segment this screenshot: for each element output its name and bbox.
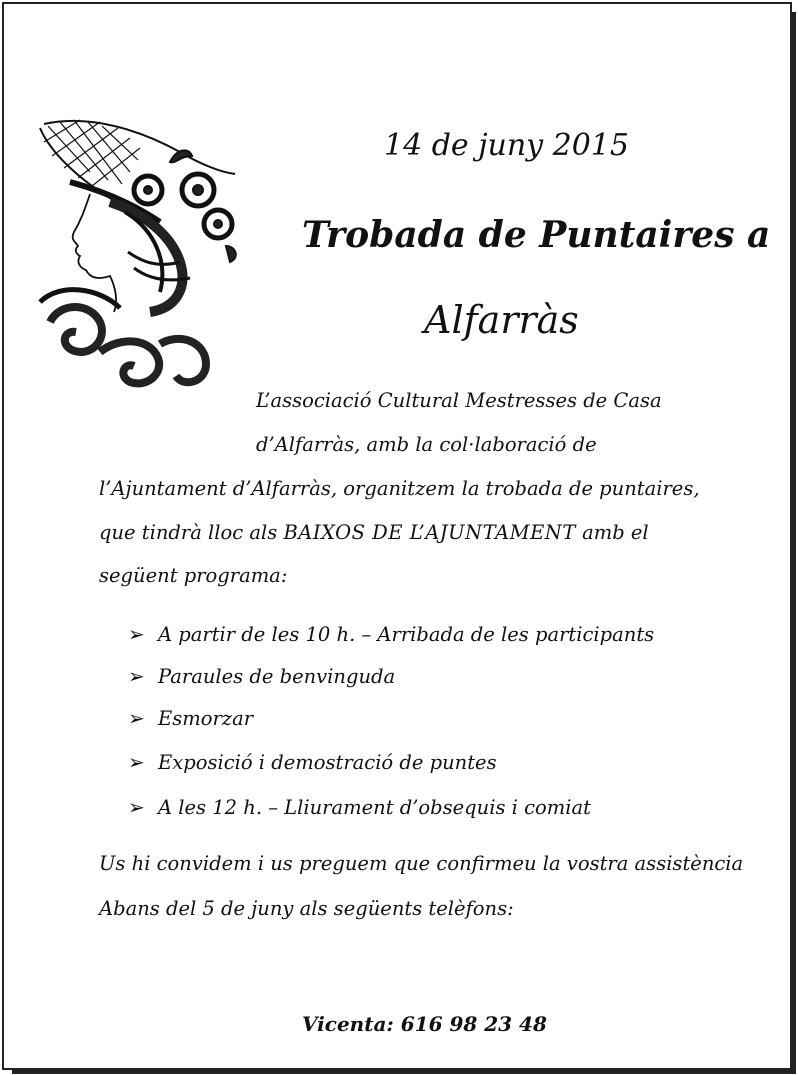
intro-line-2: d’Alfarràs, amb la col·laboració de: [256, 433, 597, 456]
arrowhead-bullet-icon: ➢: [128, 664, 145, 688]
program-item: ➢ Esmorzar: [128, 706, 254, 730]
lace-lady-illustration: [30, 112, 245, 402]
event-location: Alfarràs: [424, 298, 579, 342]
arrowhead-bullet-icon: ➢: [128, 750, 145, 774]
intro-line-1: L’associació Cultural Mestresses de Casa: [256, 389, 662, 412]
program-item: ➢ Exposició i demostració de puntes: [128, 750, 497, 774]
arrowhead-bullet-icon: ➢: [128, 795, 145, 819]
intro-line-4-post: amb el: [582, 521, 649, 544]
event-title: Trobada de Puntaires a: [302, 214, 771, 256]
intro-line-3: l’Ajuntament d’Alfarràs, organitzem la trobada de puntaires,: [99, 477, 700, 500]
event-date: 14 de juny 2015: [384, 128, 629, 163]
invitation-line-2: Abans del 5 de juny als següents telèfons:: [99, 897, 514, 920]
intro-line-5: següent programa:: [99, 564, 288, 587]
program-item: ➢ Paraules de benvinguda: [128, 664, 396, 688]
intro-line-4-pre: que tindrà lloc als: [99, 521, 278, 544]
venue-name: BAIXOS DE L’AJUNTAMENT: [283, 521, 576, 544]
program-item: ➢ A les 12 h. – Lliurament d’obsequis i comiat: [128, 795, 591, 819]
arrowhead-bullet-icon: ➢: [128, 622, 145, 646]
invitation-line-1: Us hi convidem i us preguem que confirmeu la vostra assistència: [99, 852, 744, 875]
program-item: ➢ A partir de les 10 h. – Arribada de les participants: [128, 622, 655, 646]
intro-line-4: [99, 521, 649, 544]
arrowhead-bullet-icon: ➢: [128, 706, 145, 730]
contact-phone: Vicenta: 616 98 23 48: [302, 1012, 547, 1036]
